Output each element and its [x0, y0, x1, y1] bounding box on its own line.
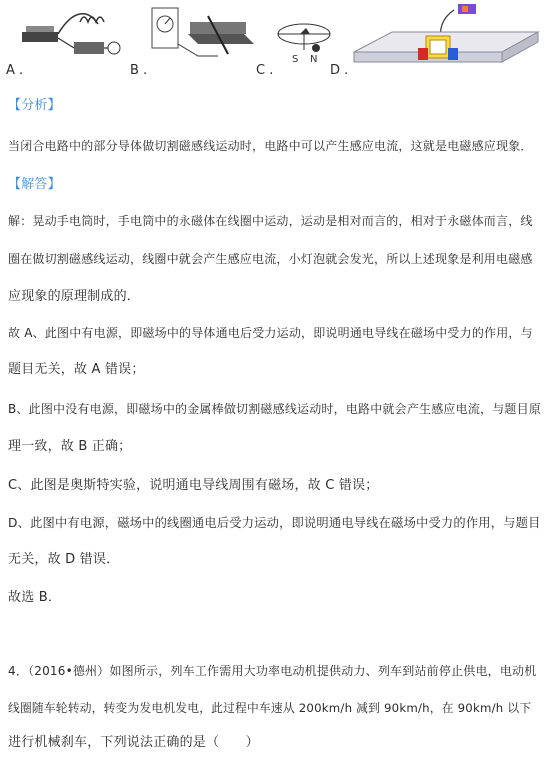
solution-line: B、此图中没有电源，即磁场中的金属棒做切割磁感线运动时，电路中就会产生感应电流，与题目原 [8, 402, 542, 416]
solution-line: 题目无关，故 A 错误； [8, 362, 145, 377]
analysis-text: 当闭合电路中的部分导体做切割磁感线运动时，电路中可以产生感应电流，这就是电磁感应现象． [8, 139, 533, 153]
solution-line: 应现象的原理制成的． [8, 289, 141, 304]
svg-text:N: N [310, 54, 318, 65]
question-line: 线圈随车轮转动，转变为发电机发电，此过程中车速从 200km/h 减到 90km/h，在 90km/h 以下 [8, 701, 532, 715]
analysis-tag: 【分析】 [8, 98, 61, 113]
option-d-label: D . [330, 63, 349, 78]
option-c-label: C . [256, 63, 274, 78]
solution-line: 解：晃动手电筒时，手电筒中的永磁体在线圈中运动，运动是相对而言的，相对于永磁体而言，线 [8, 214, 533, 228]
option-b [130, 0, 250, 82]
coil-in-magnet-icon [352, 0, 542, 76]
question-line: 4．（2016•德州）如图所示，列车工作需用大功率电动机提供动力、列车到站前停止供电，电动机 [8, 664, 537, 678]
option-a [6, 0, 126, 82]
solution-line: 故 A、此图中有电源，即磁场中的导体通电后受力运动，即说明通电导线在磁场中受力的作用，与 [8, 326, 533, 340]
solution-line: D、此图中有电源，磁场中的线圈通电后受力运动，即说明通电导线在磁场中受力的作用，与题目 [8, 516, 541, 530]
solution-line: 圈在做切割磁感线运动，线圈中就会产生感应电流，小灯泡就会发光，所以上述现象是利用电磁感 [8, 252, 533, 266]
option-d [330, 0, 545, 82]
solution-line: 理一致，故 B 正确； [8, 439, 132, 454]
option-figures [0, 0, 549, 82]
option-a-label: A . [6, 63, 24, 78]
solution-line: C、此图是奥斯特实验，说明通电导线周围有磁场，故 C 错误； [8, 478, 379, 493]
option-c [256, 0, 336, 82]
question-line: 进行机械刹车，下列说法正确的是（ ） [8, 735, 259, 750]
solution-line: 无关，故 D 错误． [8, 552, 120, 567]
metal-rod-in-magnet-icon [148, 4, 260, 66]
solution-line: 故选 B． [8, 590, 62, 605]
svg-text:S: S [292, 54, 299, 65]
answer-tag: 【解答】 [8, 177, 61, 192]
option-b-label: B . [130, 63, 148, 78]
generator-apparatus-icon [18, 4, 136, 66]
